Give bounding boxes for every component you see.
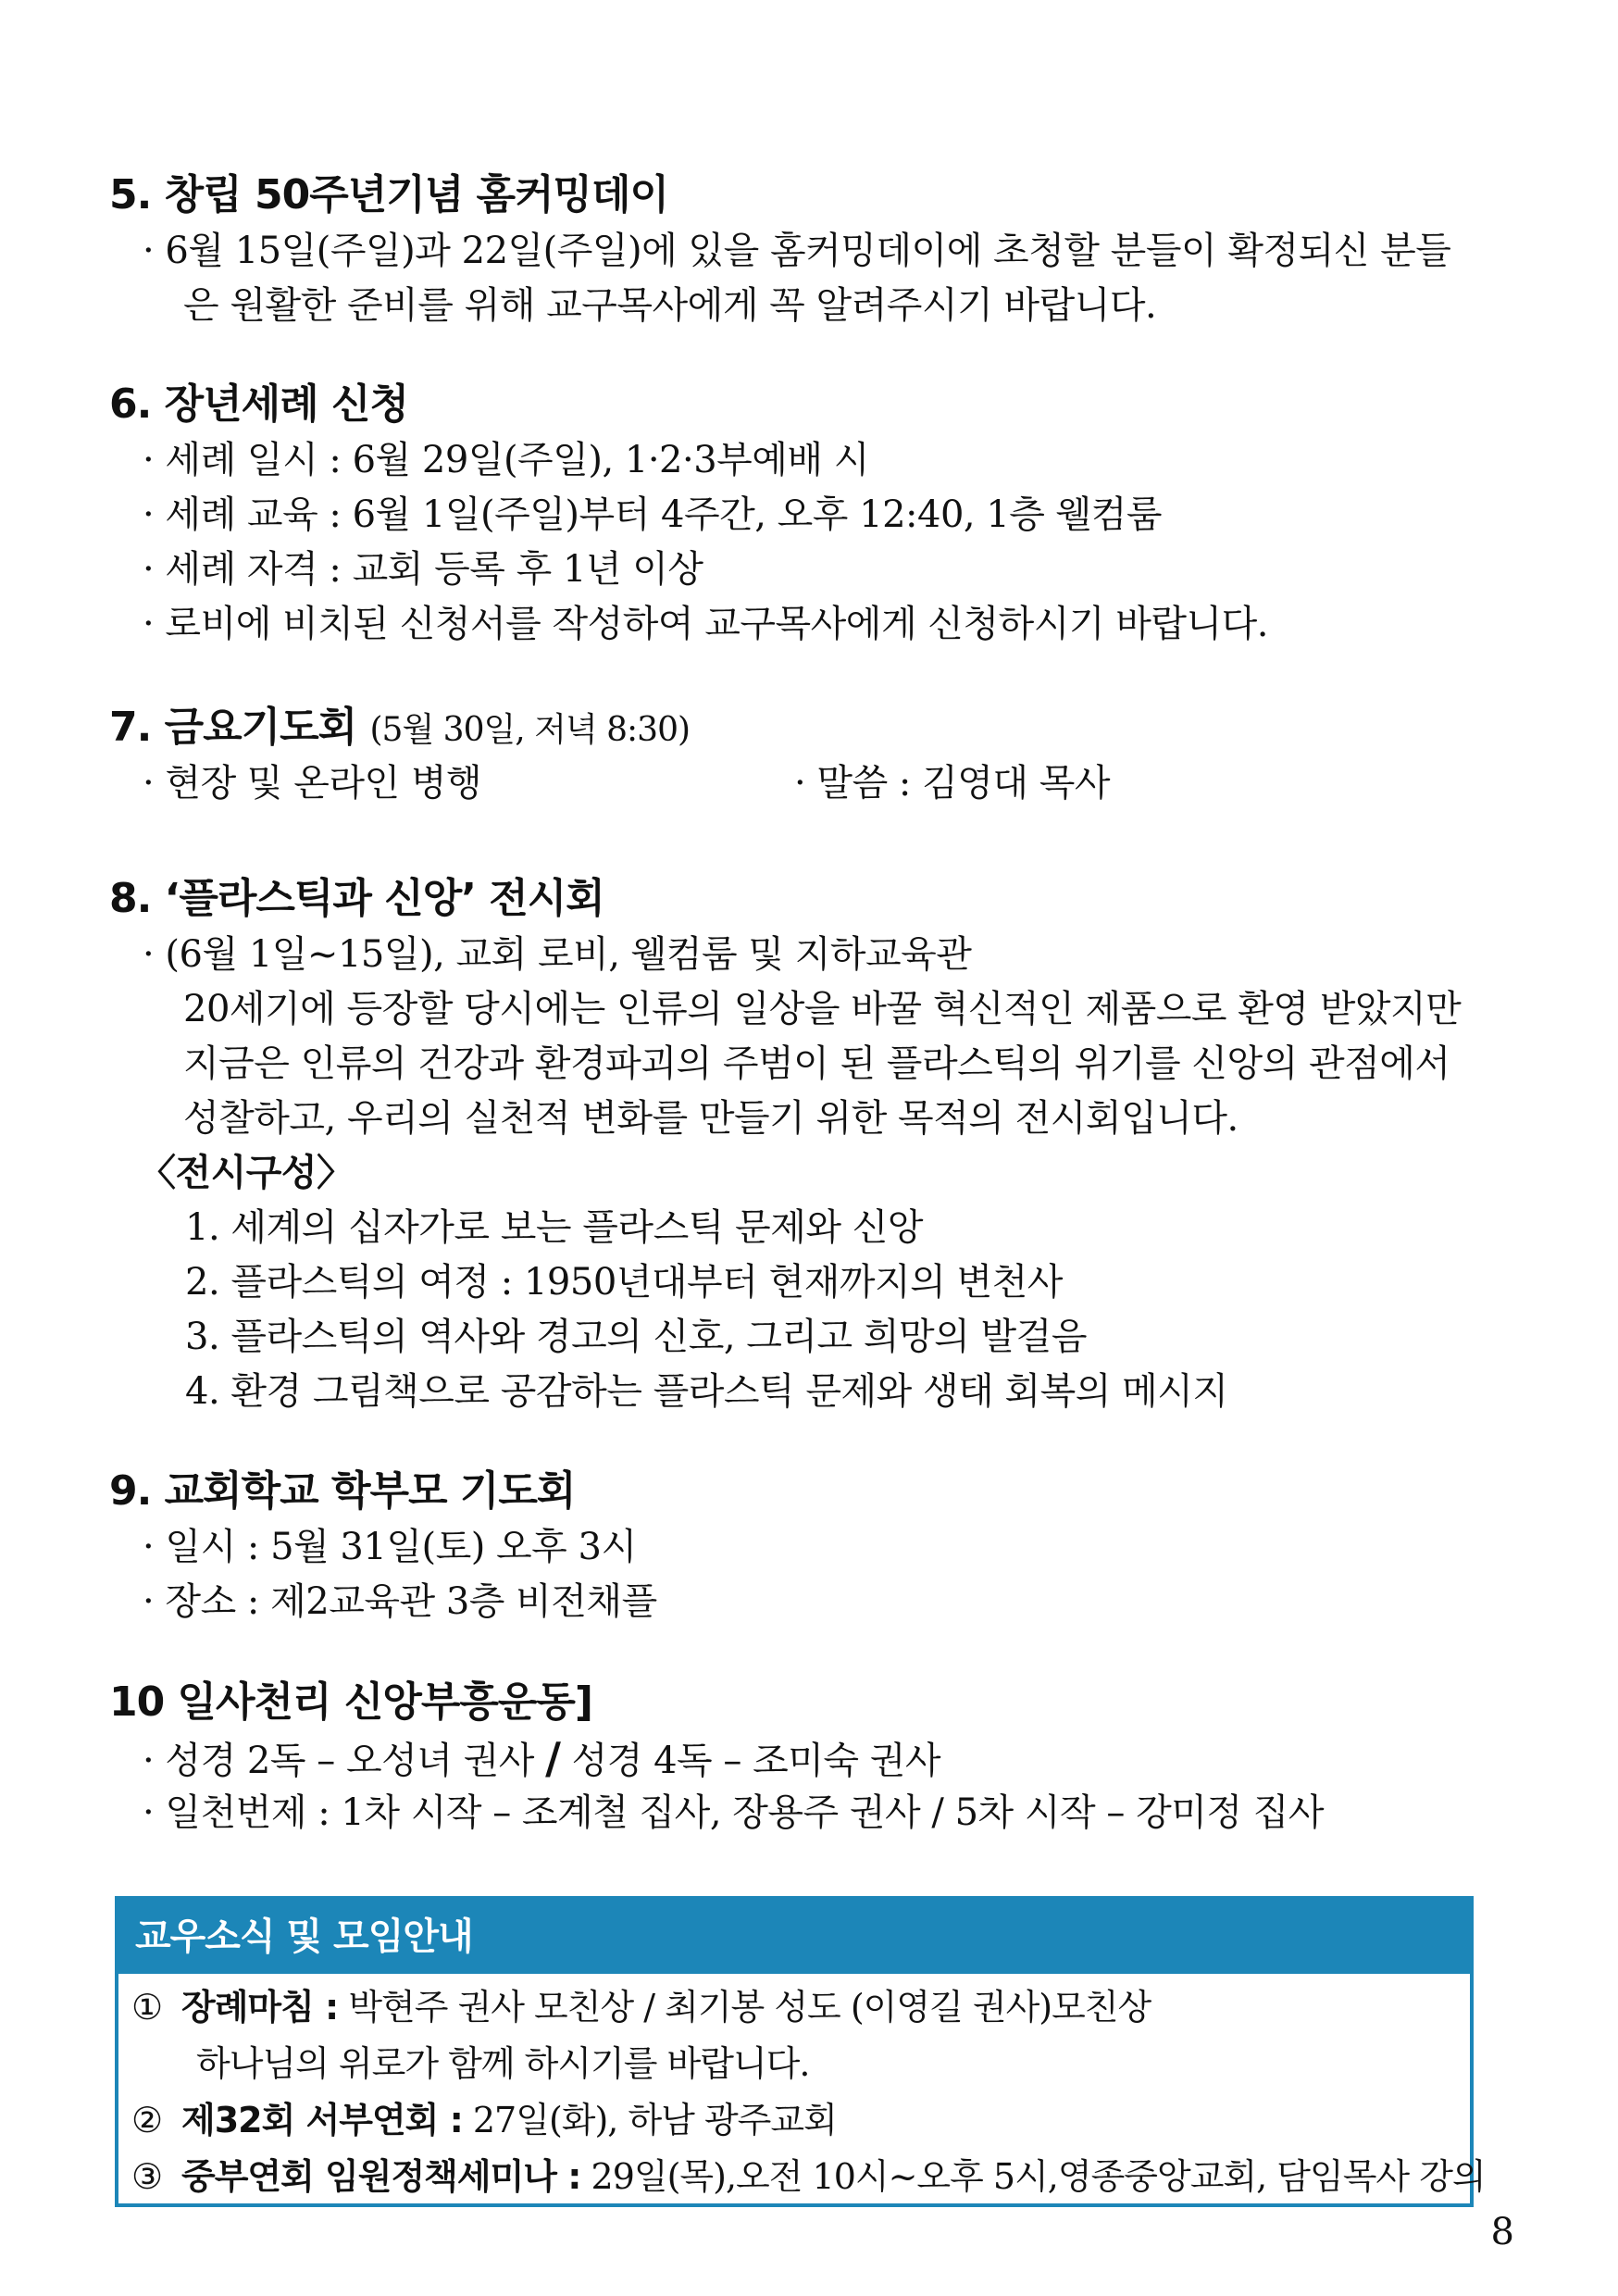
news-box-title: 교우소식 및 모임안내 xyxy=(118,1900,1470,1974)
section-parent-prayer xyxy=(109,1463,1516,1629)
text-line: · 일시 : 5월 31일(토) 오후 3시 xyxy=(143,1526,637,1568)
section-title: 8. ‘플라스틱과 신앙’ 전시회 xyxy=(109,875,604,922)
text-line: · 세례 자격 : 교회 등록 후 1년 이상 xyxy=(143,548,703,591)
news-text: 29일(목),오전 10시~오후 5시,영종중앙교회, 담임목사 강의 xyxy=(580,2156,1486,2197)
slash-separator: / xyxy=(545,1733,561,1783)
news-label: 장례마침 : xyxy=(181,1987,339,2028)
list-item: 1. 세계의 십자가로 보는 플라스틱 문제와 신앙 xyxy=(185,1206,923,1249)
text-line: 은 원활한 준비를 위해 교구목사에게 꼭 알려주시기 바랍니다. xyxy=(183,284,1157,327)
text-line: · 세례 교육 : 6월 1일(주일)부터 4주간, 오후 12:40, 1층 웰컴룸 xyxy=(143,493,1163,536)
section-title: 6. 장년세례 신청 xyxy=(109,381,408,428)
section-title: 5. 창립 50주년기념 홈커밍데이 xyxy=(109,171,669,218)
news-text: 하나님의 위로가 함께 하시기를 바랍니다. xyxy=(196,2043,810,2084)
text-line: 지금은 인류의 건강과 환경파괴의 주범이 된 플라스틱의 위기를 신앙의 관점에서 xyxy=(183,1042,1450,1085)
text-line: · (6월 1일~15일), 교회 로비, 웰컴룸 및 지하교육관 xyxy=(143,933,972,976)
news-item xyxy=(131,2036,1470,2092)
news-box xyxy=(115,1896,1486,2207)
section-homecoming xyxy=(109,167,1516,333)
exhibition-label: 〈전시구성〉 xyxy=(139,1152,354,1194)
section-title xyxy=(109,699,1516,756)
text-line xyxy=(109,756,1516,811)
list-item: 3. 플라스틱의 역사와 경고의 신호, 그리고 희망의 발걸음 xyxy=(185,1316,1087,1358)
section-title: 9. 교회학교 학부모 기도회 xyxy=(109,1467,576,1515)
text-part: · 성경 2독 – 오성녀 권사 xyxy=(143,1740,546,1782)
text-line: 20세기에 등장할 당시에는 인류의 일상을 바꿀 혁신적인 제품으로 환영 받았지만 xyxy=(183,988,1462,1030)
text-part: 성경 4독 – 조미숙 권사 xyxy=(560,1740,941,1782)
circled-number: ① xyxy=(131,1987,163,2028)
text-line: · 6월 15일(주일)과 22일(주일)에 있을 홈커밍데이에 초청할 분들이 확정되신 분들 xyxy=(143,230,1451,272)
news-item xyxy=(131,2149,1486,2205)
news-label: 중부연회 임원정책세미나 : xyxy=(181,2156,581,2197)
format-note: · 현장 및 온라인 병행 xyxy=(143,762,482,805)
section-revival xyxy=(109,1674,1516,1841)
news-item xyxy=(131,2092,1470,2149)
text-line: · 로비에 비치된 신청서를 작성하여 교구목사에게 신청하시기 바랍니다. xyxy=(143,603,1268,645)
text-line xyxy=(109,1731,1516,1786)
text-line: 성찰하고, 우리의 실천적 변화를 만들기 위한 목적의 전시회입니다. xyxy=(183,1097,1238,1140)
text-line: · 세례 일시 : 6월 29일(주일), 1·2·3부예배 시 xyxy=(143,439,869,481)
text-line: · 일천번제 : 1차 시작 – 조계철 집사, 장용주 권사 / 5차 시작 – 강미정 집사 xyxy=(143,1791,1325,1834)
section-friday-prayer xyxy=(109,699,1516,811)
list-item: 2. 플라스틱의 여정 : 1950년대부터 현재까지의 변천사 xyxy=(185,1261,1063,1304)
news-label: 제32회 서부연회 : xyxy=(181,2100,463,2140)
section-title-text: 7. 금요기도회 xyxy=(109,704,357,751)
speaker-note: · 말씀 : 김영대 목사 xyxy=(794,762,1111,805)
news-box-body xyxy=(118,1974,1486,2205)
section-title: 10 일사천리 신앙부흥운동] xyxy=(109,1678,593,1726)
section-baptism xyxy=(109,376,1516,652)
circled-number: ③ xyxy=(131,2156,163,2197)
text-line: · 장소 : 제2교육관 3층 비전채플 xyxy=(143,1580,657,1623)
page-number: 8 xyxy=(1490,2211,1514,2253)
section-subtitle: (5월 30일, 저녁 8:30) xyxy=(369,711,691,749)
news-text: 박현주 권사 모친상 / 최기봉 성도 (이영길 권사)모친상 xyxy=(338,1987,1151,2028)
list-item: 4. 환경 그림책으로 공감하는 플라스틱 문제와 생태 회복의 메시지 xyxy=(185,1370,1228,1413)
section-exhibition xyxy=(109,870,1516,1419)
news-item xyxy=(131,1979,1470,2036)
circled-number: ② xyxy=(131,2100,163,2140)
news-text: 27일(화), 하남 광주교회 xyxy=(462,2100,837,2140)
